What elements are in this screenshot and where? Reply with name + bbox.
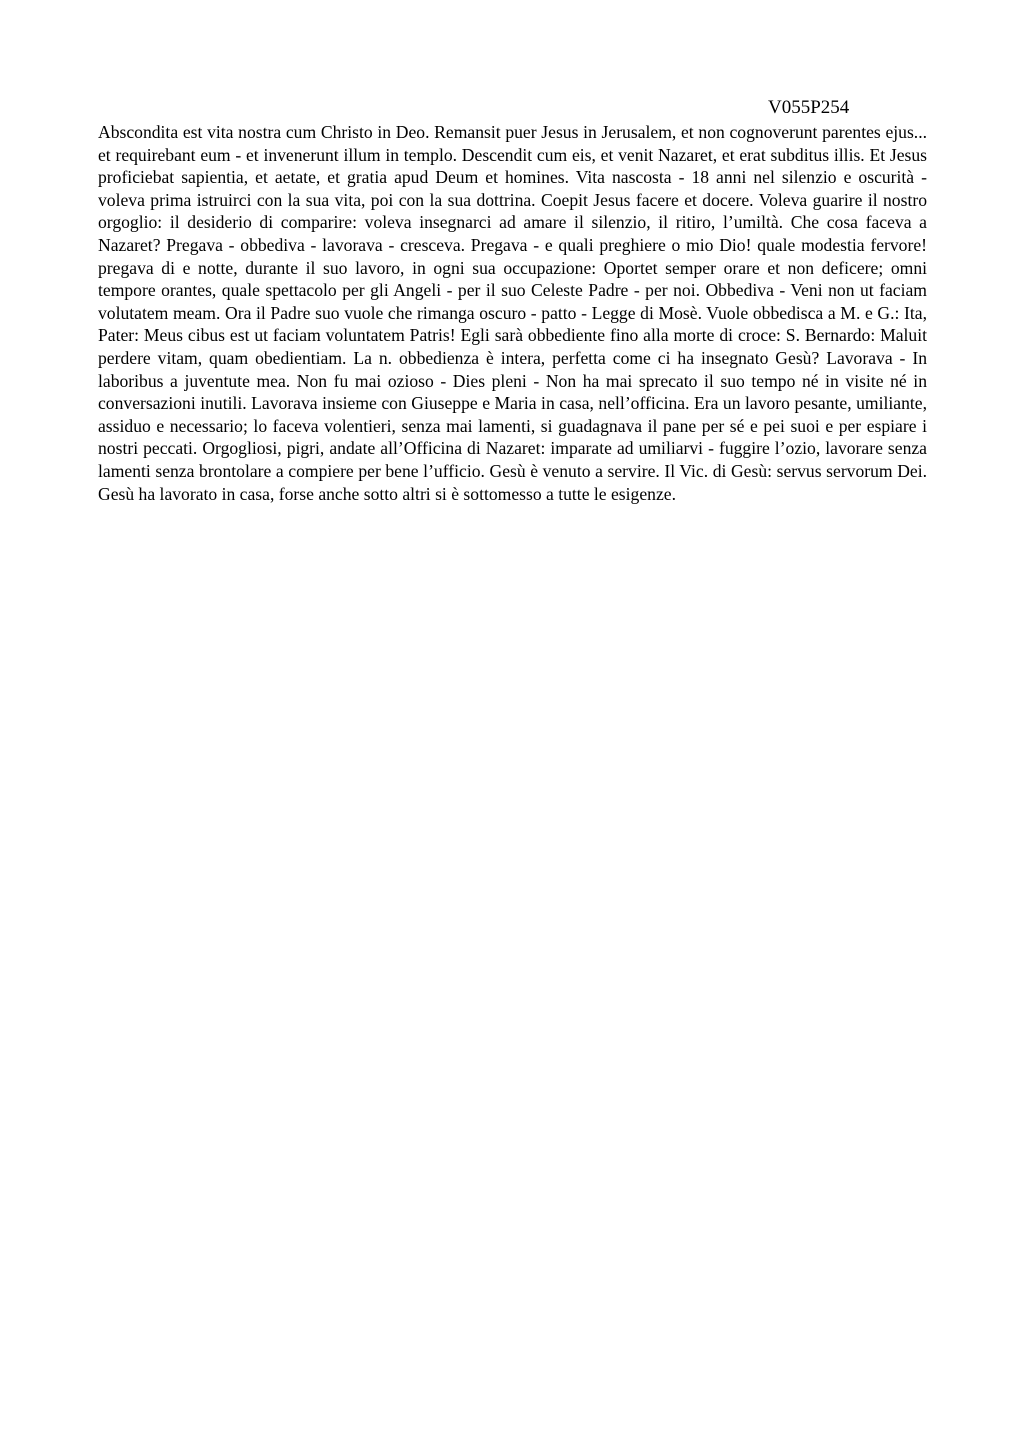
body-paragraph: Abscondita est vita nostra cum Christo in Deo. Remansit puer Jesus in Jerusalem, et non cognoverunt parentes ejus... et requirebant eum - et invenerunt illum in templo. Descendit cum eis, et venit Nazaret, et erat subditus illis. Et Jesus proficiebat sapientia, et aetate, et gratia apud Deum et homines. Vita nascosta - 18 anni nel silenzio e oscurità - voleva prima istruirci con la sua vita, poi con la sua dottrina. Coepit Jesus facere et docere. Voleva guarire il nostro orgoglio: il desiderio di comparire: voleva insegnarci ad amare il silenzio, il ritiro, l’umiltà. Che cosa faceva a Nazaret? Pregava - obbediva - lavorava - cresceva. Pregava - e quali preghiere o mio Dio! quale modestia fervore! pregava di e notte, durante il suo lavoro, in ogni sua occupazione: Oportet semper orare et non deficere; omni tempore orantes, quale spettacolo per gli Angeli - per il suo Celeste Padre - per noi. Obbediva - Veni non ut faciam volutatem meam. Ora il Padre suo vuole che rimanga oscuro - patto - Legge di Mosè. Vuole obbedisca a M. e G.: Ita, Pater: Meus cibus est ut faciam voluntatem Patris! Egli sarà obbediente fino alla morte di croce: S. Bernardo: Maluit perdere vitam, quam obedientiam. La n. obbedienza è intera, perfetta come ci ha insegnato Gesù? Lavorava - In laboribus a juventute mea. Non fu mai ozioso - Dies pleni - Non ha mai sprecato il suo tempo né in visite né in conversazioni inutili. Lavorava insieme con Giuseppe e Maria in casa, nell’officina. Era un lavoro pesante, umiliante, assiduo e necessario; lo faceva volentieri, senza mai lamenti, si guadagnava il pane per sé e pei suoi e per espiare i nostri peccati. Orgogliosi, pigri, andate all’Officina di Nazaret: imparate ad umiliarvi - fuggire l’ozio, lavorare senza lamenti senza brontolare a compiere per bene l’ufficio. Gesù è venuto a servire. Il Vic. di Gesù: servus servorum Dei. Gesù ha lavorato in casa, forse anche sotto altri si è sottomesso a tutte le esigenze.: [98, 122, 927, 504]
page-identifier: V055P254: [768, 97, 850, 118]
